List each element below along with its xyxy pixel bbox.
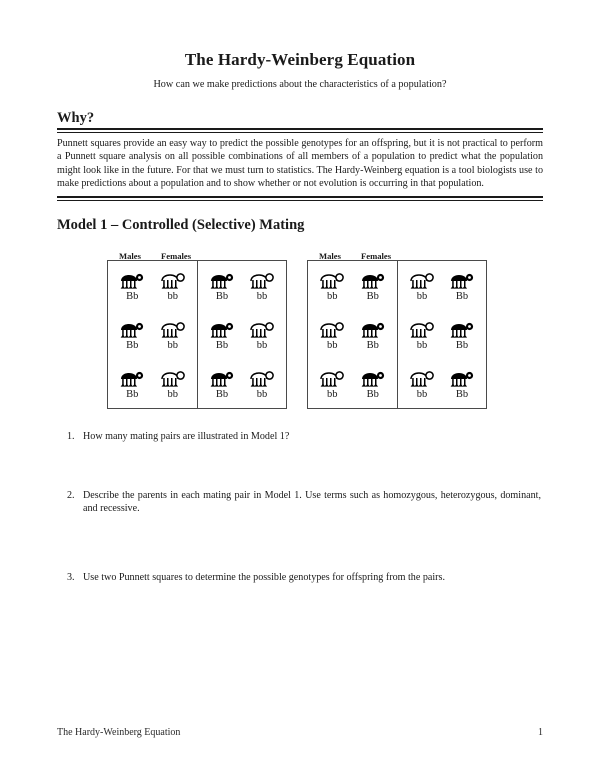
genotype-label: bb (327, 389, 338, 401)
question-text: Describe the parents in each mating pair in Model 1. Use terms such as homozygous, heterozygous, dominant, and recessive. (83, 489, 541, 515)
genotype-label: bb (167, 291, 178, 303)
footer-title: The Hardy-Weinberg Equation (57, 727, 181, 738)
left-females-label: Females (161, 251, 192, 262)
why-section-heading: Why? (57, 109, 95, 126)
genotype-label: bb (416, 291, 428, 303)
question-1 (57, 430, 543, 444)
question-number: 3. (67, 571, 75, 583)
mating-pair-row (108, 359, 197, 408)
right-group-column-labels (307, 246, 487, 260)
sheep-outline-icon (244, 318, 280, 339)
sheep-outline-icon (314, 269, 350, 290)
left-pair-column-1 (108, 261, 197, 408)
male-organism (404, 269, 440, 302)
sheep-filled-icon (114, 269, 150, 290)
sheep-outline-icon (314, 318, 350, 339)
question-number: 1. (67, 431, 75, 443)
genotype-label: bb (256, 291, 268, 303)
genotype-label: Bb (215, 389, 229, 401)
right-pair-column-1 (308, 261, 397, 408)
female-organism (355, 367, 391, 400)
female-organism (444, 318, 480, 351)
left-pair-table (107, 260, 287, 409)
female-organism (244, 269, 280, 302)
genotype-label: Bb (215, 291, 229, 303)
right-pair-table (307, 260, 487, 409)
sheep-filled-icon (204, 269, 240, 290)
why-section-body: Punnett squares provide an easy way to predict the possible genotypes for an offspring, but it is not practical to perform a Punnett square analysis on all possible combinations of all members of a population to predict what the population might look like in the future. For that we must turn to statistics. The Hardy-Weinberg equation is a tool biologists use to make predictions about a population and to show whether or not evolution is occurring in that population. (57, 137, 543, 190)
genotype-label: bb (256, 389, 268, 401)
question-number: 2. (67, 489, 75, 501)
mating-pair-row (398, 359, 486, 408)
footer-page-number: 1 (538, 727, 543, 738)
left-pair-column-2 (197, 261, 286, 408)
genotype-label: bb (327, 291, 338, 303)
female-organism (444, 367, 480, 400)
sheep-outline-icon (404, 318, 440, 339)
male-organism (114, 367, 150, 400)
genotype-label: Bb (366, 291, 379, 303)
right-males-label: Males (319, 251, 341, 262)
mating-pair-row (198, 359, 286, 408)
mating-pair-row (398, 310, 486, 359)
genotype-label: Bb (126, 291, 139, 303)
genotype-label: bb (167, 340, 178, 352)
model-1-heading: Model 1 – Controlled (Selective) Mating (57, 216, 305, 233)
genotype-label: Bb (126, 340, 139, 352)
sheep-filled-icon (444, 269, 480, 290)
female-organism (355, 269, 391, 302)
page-subtitle: How can we make predictions about the characteristics of a population? (153, 79, 447, 91)
mating-pair-row (198, 261, 286, 310)
female-organism (155, 367, 191, 400)
right-females-label: Females (361, 251, 392, 262)
mating-pair-row (108, 310, 197, 359)
sheep-filled-icon (114, 367, 150, 388)
male-organism (404, 318, 440, 351)
sheep-filled-icon (444, 318, 480, 339)
sheep-outline-icon (404, 367, 440, 388)
genotype-label: Bb (215, 340, 229, 352)
right-mating-group (307, 246, 487, 409)
mating-pair-row (308, 359, 397, 408)
question-3 (57, 571, 543, 585)
model-1-figure (57, 246, 543, 418)
genotype-label: bb (256, 340, 268, 352)
sheep-outline-icon (244, 269, 280, 290)
genotype-label: bb (416, 389, 428, 401)
male-organism (204, 269, 240, 302)
mating-pair-row (398, 261, 486, 310)
male-organism (404, 367, 440, 400)
question-text: How many mating pairs are illustrated in Model 1? (83, 431, 290, 443)
sheep-outline-icon (155, 318, 191, 339)
female-organism (355, 318, 391, 351)
right-pair-column-2 (397, 261, 486, 408)
sheep-outline-icon (404, 269, 440, 290)
mating-pair-row (108, 261, 197, 310)
mating-pair-row (308, 261, 397, 310)
genotype-label: Bb (455, 389, 469, 401)
page-footer (57, 727, 543, 738)
sheep-outline-icon (155, 367, 191, 388)
left-males-label: Males (119, 251, 141, 262)
sheep-filled-icon (114, 318, 150, 339)
genotype-label: Bb (366, 340, 379, 352)
female-organism (444, 269, 480, 302)
genotype-label: bb (167, 389, 178, 401)
left-mating-group (107, 246, 287, 409)
male-organism (204, 318, 240, 351)
male-organism (204, 367, 240, 400)
page-content (57, 0, 543, 584)
genotype-label: Bb (455, 340, 469, 352)
genotype-label: Bb (126, 389, 139, 401)
mating-pair-row (308, 310, 397, 359)
sheep-filled-icon (355, 367, 391, 388)
genotype-label: Bb (366, 389, 379, 401)
male-organism (114, 269, 150, 302)
answer-space-2 (57, 516, 543, 571)
female-organism (155, 269, 191, 302)
sheep-filled-icon (444, 367, 480, 388)
question-text: Use two Punnett squares to determine the possible genotypes for offspring from the pairs. (83, 571, 445, 583)
female-organism (244, 318, 280, 351)
male-organism (314, 269, 350, 302)
sheep-outline-icon (244, 367, 280, 388)
sheep-outline-icon (155, 269, 191, 290)
left-group-column-labels (107, 246, 287, 260)
genotype-label: bb (416, 340, 428, 352)
female-organism (155, 318, 191, 351)
sheep-filled-icon (204, 367, 240, 388)
sheep-filled-icon (355, 269, 391, 290)
male-organism (314, 367, 350, 400)
sheep-filled-icon (204, 318, 240, 339)
answer-space-1 (57, 444, 543, 489)
female-organism (244, 367, 280, 400)
mating-pair-row (198, 310, 286, 359)
male-organism (114, 318, 150, 351)
questions-list (57, 418, 543, 584)
question-2 (57, 489, 543, 516)
genotype-label: bb (327, 340, 338, 352)
page-title: The Hardy-Weinberg Equation (184, 50, 416, 69)
sheep-filled-icon (355, 318, 391, 339)
sheep-outline-icon (314, 367, 350, 388)
male-organism (314, 318, 350, 351)
genotype-label: Bb (455, 291, 469, 303)
